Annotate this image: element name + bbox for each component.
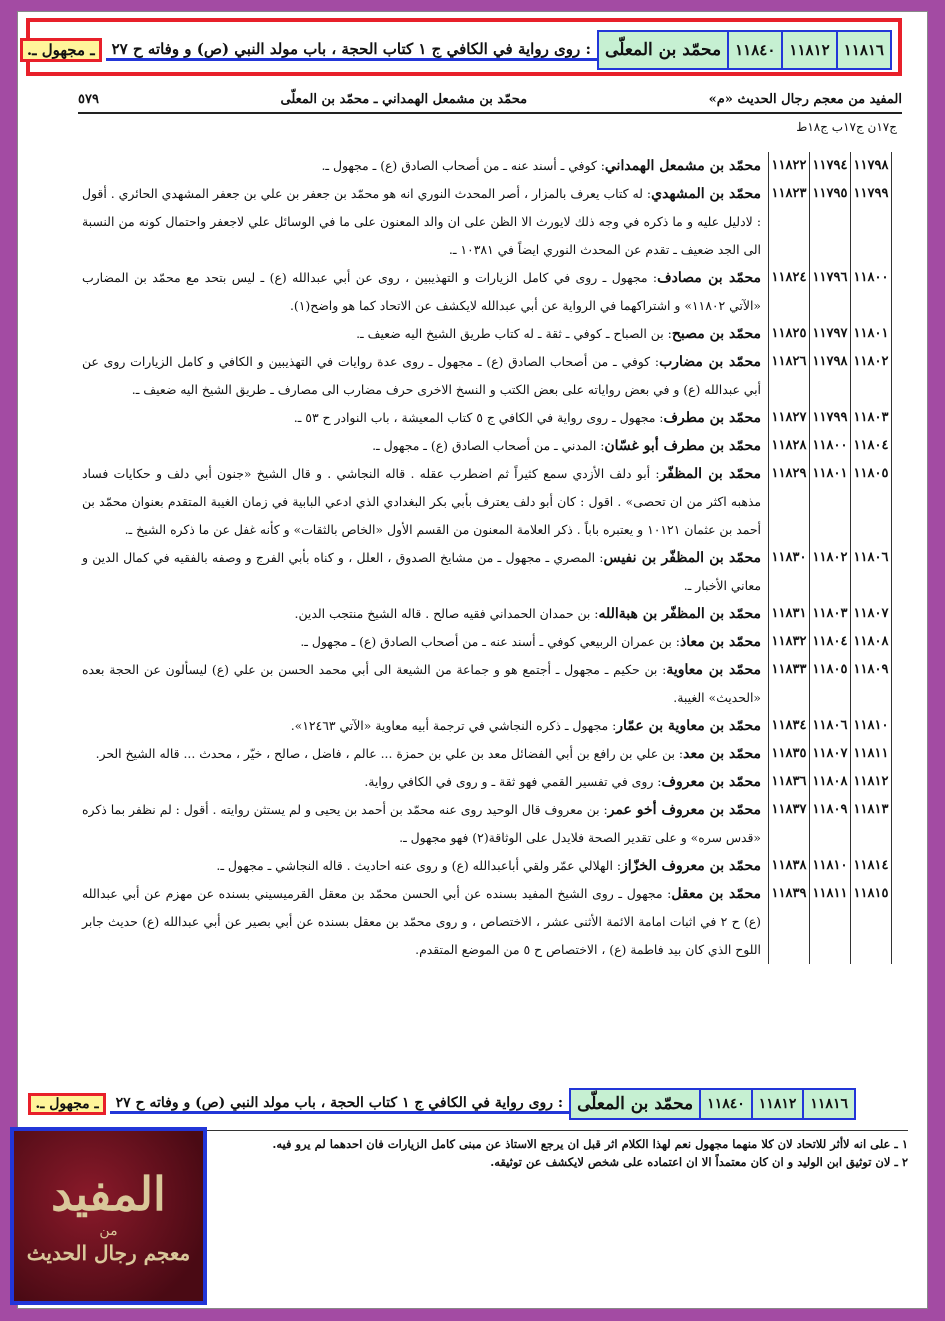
entry-row [82,768,892,796]
entry-number: ١١٨١٢ [783,30,837,70]
entry-body [82,320,769,348]
entry-number: ١١٨٤٠ [701,1088,753,1120]
entry-body [82,152,769,180]
entry-number: ١١٨٣٥ [768,740,810,768]
entry-number: ١١٨١٢ [753,1088,805,1120]
entry-numbers [769,600,892,628]
narrator-name: محمّد بن معروف أخو عمر [607,802,762,818]
entry-body [82,432,769,460]
entry-text: : بن عمران الربيعي كوفي ـ أسند عنه ـ من أصحاب الصادق (ع) ـ مجهول ـ. [300,634,680,649]
entry-number: ١١٧٩٨ [809,348,851,404]
narrator-name: محمّد بن معاذ [679,634,761,650]
entry-body [82,796,769,852]
running-head [78,86,902,114]
entry-numbers [769,180,892,264]
entry-body [82,180,769,264]
entry-numbers [769,796,892,852]
entry-text: : روى رواية في الكافي ج ١ كتاب الحجة ، باب مولد النبي (ص) و وفاته ح ٢٧ [110,1095,569,1114]
entry-body [82,880,769,964]
entry-number: ١١٨٠٦ [850,544,892,600]
entry-number: ١١٨٠٢ [809,544,851,600]
entry-row [82,404,892,432]
entry-row [82,796,892,852]
entry-text: : مجهول ـ روى الشيخ المفيد بسنده عن أبي الحسن محمّد بن معقل القرميسيني بسنده عن مهزم عن أبي عبدالله (ع) ح ٢ في اثبات امامة الائمة الأثنى عشر ، الاختصاص ، و روى محمّد بن معقل بسنده عن أبي بصير عن أبي عبدالله (ع) حديث جابر اللوح الذي كان بيد فاطمة (ع) ، الاختصاص ح ٥ من الموضع المتقدم. [82,886,762,957]
entry-row [82,880,892,964]
footnote: ١ ـ على انه لاأثر للاتحاد لان كلا منهما مجهول نعم لهذا الكلام اثر قبل ان يرجع الاستاذ عن مبنى كامل الزيارات فان احدهما لم يرو فيه. [272,1137,908,1151]
entry-number: ١١٨٠٠ [809,432,851,460]
entry-number: ١١٨٠٤ [850,432,892,460]
entry-numbers [769,628,892,656]
entry-number: ١١٨٠٣ [850,404,892,432]
entry-number: ١١٨٠١ [809,460,851,544]
entry-number: ١١٨١٦ [838,30,892,70]
entry-row [82,460,892,544]
entry-numbers [769,320,892,348]
entry-numbers [769,432,892,460]
entry-text: : مجهول ـ ذكره النجاشي في ترجمة أبيه معاوية «الآتي ١٢٤٦٣». [290,718,617,733]
entry-row [82,544,892,600]
document-page [18,12,927,1308]
entry-body [82,740,769,768]
narrator-name: محمّد بن معروف [661,774,761,790]
entry-body [82,348,769,404]
entry-text: : بن حمدان الحمداني فقيه صالح . قاله الشيخ منتجب الدين. [294,606,599,621]
narrator-name: محمّد بن مصبح [671,326,761,342]
entry-text: : بن الصباح ـ كوفي ـ ثقة ـ له كتاب طريق الشيخ اليه ضعيف ـ. [356,326,672,341]
entry-text: : بن معروف قال الوحيد روى عنه محمّد بن أحمد بن يحيى و لم يستثن روايته . أقول : لم نظفر بما ذكره «قدس سره» و على تقدير الصحة فلايدل على الوثاقة(٢) فهو مجهول ـ. [82,802,761,845]
entry-body [82,656,769,712]
entry-number: ١١٨٢٣ [768,180,810,264]
entry-number: ١١٨٠٠ [850,264,892,320]
entry-number: ١١٨٣٩ [768,880,810,964]
narrator-name: محمّد بن مطرف أبو غسّان [604,438,761,454]
entry-number: ١١٨٠١ [850,320,892,348]
entry-body [82,768,769,796]
entry-number: ١١٨٢٥ [768,320,810,348]
entry-body [82,544,769,600]
entry-number: ١١٨٣٧ [768,796,810,852]
entry-text: : روى في تفسير القمي فهو ثقة ـ و روى في الكافي رواية. [364,774,662,789]
entry-text: : أبو دلف الأزدي سمع كثيراً ثم اضطرب عقله . قاله النجاشي . و قال الشيخ «جنون أبي دلف و حكايات فساد مذهبه اكثر من ان تحصى» . اقول : كان أبو دلف يعترف بأبي بكر البغدادي الذي ادعي البابية في زمان الغيبة المتقدم بعنوان محمّد بن أحمد بن عثمان ١٠١٢١ و يعتبره باباً . ذكر العلامة المعنون من القسم الأول «الخاص بالثقات» و كأنه غفل عن ما ذكره الشيخ ـ. [82,466,761,537]
entry-number: ١١٨١١ [809,880,851,964]
entry-number: ١١٨٠٧ [809,740,851,768]
narrator-name: محمّد بن مشمعل الهمداني [604,158,761,174]
entry-numbers [769,768,892,796]
entry-number: ١١٨١٠ [850,712,892,740]
entry-number: ١١٨١٦ [804,1088,856,1120]
entry-text: : بن حكيم ـ مجهول ـ أجتمع هو و جماعة من الشيعة الى أبي محمد الحسن بن علي (ع) ليسألون عن الحجة بعده «الحديث» الغيبة. [82,662,761,705]
entry-number: ١١٨٠٦ [809,712,851,740]
entry-number: ١١٨٢٨ [768,432,810,460]
entry-number: ١١٨٠٨ [850,628,892,656]
entry-numbers [769,656,892,712]
entry-number: ١١٨١٣ [850,796,892,852]
entry-number: ١١٧٩٥ [809,180,851,264]
narrator-name: محمّد بن معقل [671,886,761,902]
page-number: ٥٧٩ [78,91,99,107]
entry-number: ١١٨٣٤ [768,712,810,740]
narrator-name: محمّد بن المظفّر [659,466,761,482]
entry-body [82,600,769,628]
narrator-name: محمّد بن معاوية [666,662,762,678]
entry-numbers [769,404,892,432]
entry-text: : له كتاب يعرف بالمزار ، أصر المحدث النوري انه هو محمّد بن جعفر بن علي بن جعفر المشهدي الحائري . أقول : لادليل عليه و ما ذكره في وجه ذلك لايورث الا الظن على ان والد المعنون على ما في الوسائل علي لاجعفر واحتمال كونه من النسبة الى الجد ضعيف ـ تقدم عن المحدث النوري ايضاً في ١٠٣٨١ ـ. [82,186,761,257]
entry-number: ١١٨٣١ [768,600,810,628]
entry-row [82,180,892,264]
entry-number: ١١٨٣٢ [768,628,810,656]
entry-body [82,712,769,740]
entry-number: ١١٨٠٥ [850,460,892,544]
narrator-name: محمّد بن مصادف [657,270,761,286]
entry-number: ١١٧٩٨ [850,152,892,180]
entry-row [82,264,892,320]
entry-numbers [769,460,892,544]
entry-numbers [769,348,892,404]
top-highlight-entry [26,32,892,68]
cover-subtitle: معجم رجال الحديث [26,1241,191,1265]
entry-number: ١١٧٩٩ [850,180,892,264]
entry-row [82,628,892,656]
book-cover-image [10,1127,207,1305]
entry-number: ١١٨٠٩ [850,656,892,712]
entry-numbers [769,712,892,740]
entry-number: ١١٨٠٧ [850,600,892,628]
entry-number: ١١٨٤٠ [729,30,783,70]
entry-text: : الهلالي عمّر ولقي أباعبدالله (ع) و روى عنه احاديث . قاله النجاشي ـ مجهول ـ. [216,858,622,873]
entry-row [82,432,892,460]
entry-body [82,264,769,320]
narrator-name: محمّد بن معد [683,746,761,762]
entry-text: : روى رواية في الكافي ج ١ كتاب الحجة ، باب مولد النبي (ص) و وفاته ح ٢٧ [106,40,597,61]
narrator-name: محمّد بن المعلّى [569,1088,701,1120]
entry-number: ١١٨٣٣ [768,656,810,712]
narrator-name: محمّد بن مضارب [659,354,761,370]
entry-number: ١١٨٠٤ [809,628,851,656]
entry-number: ١١٨٢٦ [768,348,810,404]
entry-number: ١١٨٣٨ [768,852,810,880]
entry-numbers [769,264,892,320]
entry-numbers [769,544,892,600]
entry-text: : مجهول ـ روى رواية في الكافي ج ٥ كتاب المعيشة ، باب النوادر ح ٥٣ ـ. [293,410,664,425]
entry-text: : مجهول ـ روى في كامل الزيارات و التهذيبين ، روى عن أبي عبدالله (ع) ـ ليس بتحد مع محمّد بن المضارب «الآتي ١١٨٠٢» و اشتراكهما في الرواية عن أبي عبدالله لايكشف عن الاتحاد كما هو واضح(١). [82,270,761,313]
entry-number: ١١٨٣٦ [768,768,810,796]
entry-number: ١١٨٣٠ [768,544,810,600]
entry-number: ١١٨١٠ [809,852,851,880]
footnote: ٢ ـ لان توثيق ابن الوليد و ان كان معتمداً الا ان اعتماده على شخص لايكشف عن توثيقه. [490,1155,908,1169]
entry-row [82,740,892,768]
narrator-name: محمّد بن المعلّى [597,30,729,70]
entry-row [82,348,892,404]
top-highlight-frame [26,18,902,76]
entry-body [82,460,769,544]
entry-row [82,656,892,712]
entry-number: ١١٨١٤ [850,852,892,880]
cover-title: المفيد [51,1167,166,1221]
volume-references: ج١٧ن ج١٧ب ج١٨ط [796,120,897,134]
entry-text: : كوفي ـ أسند عنه ـ من أصحاب الصادق (ع) ـ مجهول ـ. [321,158,605,173]
entry-row [82,320,892,348]
entry-number: ١١٨٠٥ [809,656,851,712]
narrator-name: محمّد بن معروف الخزّاز [621,858,761,874]
entry-number: ١١٨١٢ [850,768,892,796]
narrator-name: محمّد بن معاوية بن عمّار [616,718,761,734]
narrator-name: محمّد بن المظفّر بن هبةالله [598,606,761,622]
entries-list [82,152,892,1094]
entry-number: ١١٨٠٣ [809,600,851,628]
bottom-highlight-entry [35,1090,856,1118]
entry-number: ١١٧٩٤ [809,152,851,180]
narrator-name: محمّد بن مطرف [663,410,761,426]
entry-numbers [769,852,892,880]
entry-body [82,628,769,656]
entry-number: ١١٨١٥ [850,880,892,964]
narrator-name: محمّد بن المظفّر بن نفيس [603,550,761,566]
entry-number: ١١٧٩٧ [809,320,851,348]
entry-text: : كوفي ـ من أصحاب الصادق (ع) ـ مجهول ـ روى عدة روايات في التهذيبين و الكافي و كامل الزيارات روى عن أبي عبدالله (ع) و في بعض رواياته على بعض الكتب و النسخ الاخرى حرف مضارب الى مصارف ـ طريق الشيخ اليه ضعيف ـ. [82,354,761,397]
entry-body [82,852,769,880]
entry-text: : المدني ـ من أصحاب الصادق (ع) ـ مجهول ـ. [372,438,605,453]
entry-row [82,852,892,880]
status-tag: ـ مجهول ـ. [28,1093,105,1115]
entry-number: ١١٨٢٤ [768,264,810,320]
entry-number: ١١٨١١ [850,740,892,768]
entry-text: : المصري ـ مجهول ـ من مشايخ الصدوق ، العلل ، و كناه بأبي الفرج و وصفه بالفقيه في كمال الدين و معاني الأخبار ـ. [82,550,761,593]
entry-number: ١١٨٢٢ [768,152,810,180]
entry-number: ١١٨٢٩ [768,460,810,544]
entry-text: : بن علي بن رافع بن أبي الفضائل معد بن علي بن حمزة ... عالم ، فاضل ، صالح ، خيّر ، محدث ... قاله الشيخ الحر. [95,746,684,761]
entry-number: ١١٨٠٨ [809,768,851,796]
page-range-title: محمّد بن مشمعل الهمداني ـ محمّد بن المعلّى [280,91,528,107]
entry-numbers [769,740,892,768]
entry-row [82,712,892,740]
entry-number: ١١٧٩٩ [809,404,851,432]
entry-body [82,404,769,432]
entry-row [82,152,892,180]
entry-number: ١١٨٢٧ [768,404,810,432]
book-title: المفيد من معجم رجال الحديث «م» [708,91,902,107]
entry-row [82,600,892,628]
entry-number: ١١٧٩٦ [809,264,851,320]
entry-numbers [769,880,892,964]
status-tag: ـ مجهول ـ. [20,38,102,62]
entry-numbers [769,152,892,180]
narrator-name: محمّد بن المشهدي [651,186,761,202]
entry-number: ١١٨٠٩ [809,796,851,852]
cover-middle: من [99,1223,118,1239]
entry-number: ١١٨٠٢ [850,348,892,404]
